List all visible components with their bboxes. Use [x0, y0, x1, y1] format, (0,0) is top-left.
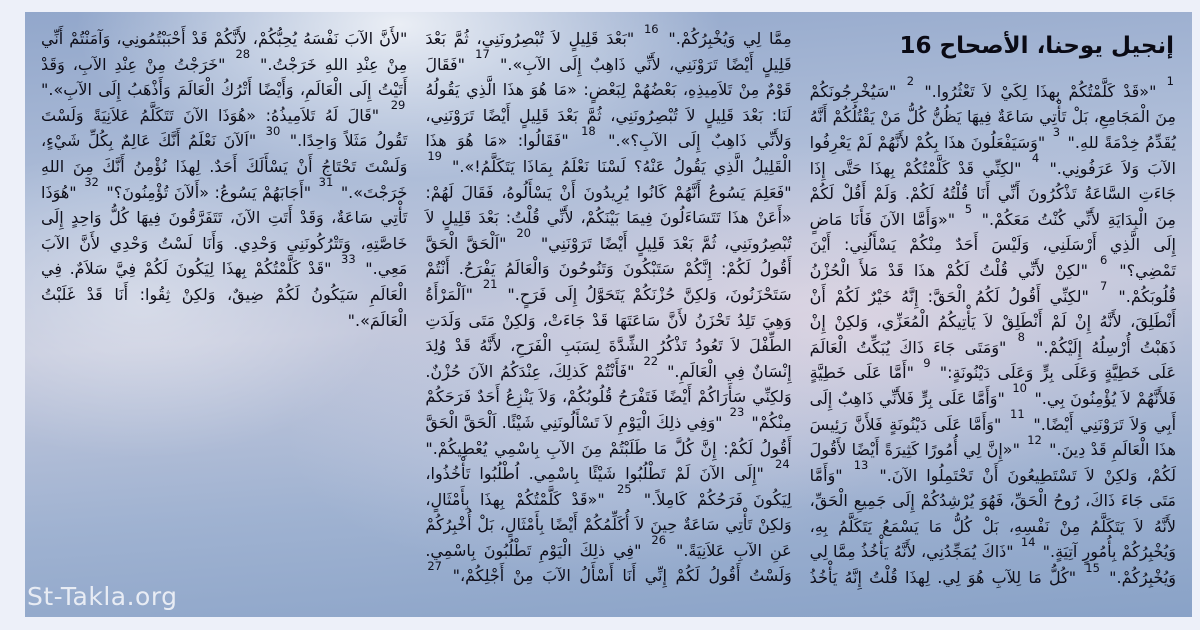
verse-number: 8: [1017, 330, 1025, 345]
verse-number: 7: [1099, 279, 1108, 294]
verse-text: "قَدْ كَلَّمْتُكُمْ بِهذَا لِيَكُونَ لَكُمْ فِيَّ سَلاَمٌ. فِي الْعَالَمِ سَيَكُونُ لَكُمْ ضِيقٌ، وَلكِنْ ثِقُوا: أَنَا قَدْ غَلَبْتُ الْعَالَمَ».": [41, 259, 408, 330]
verse-number: 20: [516, 226, 531, 241]
verse-number: 16: [643, 21, 659, 36]
verse-text: "أَمَّا عَلَى خَطِيَّةٍ فَلأَنَّهُمْ لاَ يُؤْمِنُونَ بِي.": [809, 363, 1177, 408]
verse-number: 26: [651, 533, 667, 548]
verse-flow: [25, 12, 1192, 617]
verse-number: 27: [427, 558, 442, 573]
verse-number: 25: [616, 482, 632, 497]
verse-number: 32: [84, 175, 99, 190]
verse-text: "لأَنَّ الآبَ نَفْسَهُ يُحِبُّكُمْ، لأَنَّكُمْ قَدْ أَحْبَبْتُمُونِي، وَآمَنْتُمْ أَنِّي مِنْ عِنْدِ اللهِ خَرَجْتُ.": [41, 29, 408, 74]
verse-number: 12: [1027, 432, 1042, 447]
verse-number: 18: [581, 123, 596, 138]
verse-text: "وَفِي ذلِكَ الْيَوْمِ لاَ تَسْأَلُونَنِي شَيْئًا. اَلْحَقَّ الْحَقَّ أَقُولُ لَكُمْ: إِنَّ كُلَّ مَا طَلَبْتُمْ مِنَ الآبِ بِاسْمِي يُعْطِيكُمْ.": [425, 412, 792, 458]
verse-number: 17: [475, 47, 490, 62]
verse-text: "اَلآنَ نَعْلَمُ أَنَّكَ عَالِمٌ بِكُلِّ شَيْءٍ، وَلَسْتَ تَحْتَاجُ أَنْ يَسْأَلَكَ أَحَدٌ. لِهذَا نُؤْمِنُ أَنَّكَ مِنَ اللهِ خَرَجْتَ».": [41, 131, 408, 202]
verse-text: "خَرَجْتُ مِنْ عِنْدِ الآبِ، وَقَدْ أَتَيْتُ إِلَى الْعَالَمِ، وَأَيْضًا أَتْرُكُ الْعَالَمَ وَأَذْهَبُ إِلَى الآبِ».": [41, 54, 408, 100]
verse-text: "اَلْمَرْأَةُ وَهِيَ تَلِدُ تَحْزَنُ لأَنَّ سَاعَتَهَا قَدْ جَاءَتْ، وَلكِنْ مَتَى وَلَدَتِ الطِّفْلَ لاَ تَعُودُ تَذْكُرُ الشِّدَّةَ لِسَبَبِ الْفَرَحِ، لأَنَّهُ قَدْ وُلِدَ إِنْسَانٌ فِي الْعَالَمِ.": [425, 284, 792, 381]
verse-text: "لكِنِّي أَقُولُ لَكُمُ الْحَقَّ: إِنَّهُ خَيْرٌ لَكُمْ أَنْ أَنْطَلِقَ، لأَنَّهُ إِنْ لَمْ أَنْطَلِقْ لاَ يَأْتِيكُمُ الْمُعَزِّي، وَلكِنْ إِنْ ذَهَبْتُ أُرْسِلُهُ إِلَيْكُمْ.": [809, 286, 1176, 357]
watermark: St-Takla.org: [27, 582, 178, 611]
verse-text: "قَالَ لَهُ تَلاَمِيذُهُ: «هُوَذَا الآنَ تَتَكَلَّمُ عَلاَنِيَةً وَلَسْتَ تَقُولُ مَثَلاً وَاحِدًا.": [41, 105, 408, 151]
verse-number: 10: [1012, 381, 1027, 396]
verse-text: "فَقَالُوا: «مَا هُوَ هذَا الْقَلِيلُ الَّذِي يَقُولُ عَنْهُ؟ لَسْنَا نَعْلَمُ بِمَاذَا يَتَكَلَّمُ!».": [425, 131, 792, 176]
verse-number: 21: [482, 277, 498, 292]
verse-number: 29: [390, 98, 406, 113]
verse-number: 3: [1052, 125, 1061, 140]
verse-text: "فَعَلِمَ يَسُوعُ أَنَّهُمْ كَانُوا يُرِيدُونَ أَنْ يَسْأَلُوهُ، فَقَالَ لَهُمْ: «أَعَنْ هذَا تَتَسَاءَلُونَ فِيمَا بَيْنَكُمْ، لأَنِّي قُلْتُ: بَعْدَ قَلِيلٍ لاَ تُبْصِرُونَنِي، ثُمَّ بَعْدَ قَلِيلٍ أَيْضًا تَرَوْنَنِي": [425, 182, 792, 253]
verse-text: "وَسَيَفْعَلُونَ هذَا بِكُمْ لأَنَّهُمْ لَمْ يَعْرِفُوا الآبَ وَلاَ عَرَفُونِي.": [809, 132, 1176, 178]
verse-text: "لكِنِّي قَدْ كَلَّمْتُكُمْ بِهذَا حَتَّى إِذَا جَاءَتِ السَّاعَةُ تَذْكُرُونَ أَنِّي أَنَا قُلْتُهُ لَكُمْ. وَلَمْ أَقُلْ لَكُمْ مِنَ الْبِدَايَةِ لأَنِّي كُنْتُ مَعَكُمْ.": [809, 158, 1176, 229]
verse-number: 9: [923, 355, 931, 370]
verse-text: "كُلُّ مَا لِلآبِ هُوَ لِي. لِهذَا قُلْتُ إِنَّهُ يَأْخُذُ مِمَّا لِي وَيُخْبِرُكُمْ.": [668, 29, 1077, 588]
verse-number: 28: [235, 47, 251, 62]
verse-number: 5: [964, 202, 973, 217]
verse-text: "بَعْدَ قَلِيلٍ لاَ تُبْصِرُونَنِي، ثُمَّ بَعْدَ قَلِيلٍ أَيْضًا تَرَوْنَنِي، لأَنِّي ذَاهِبٌ إِلَى الآبِ».": [425, 29, 792, 74]
scripture-panel: [25, 12, 1192, 617]
verse-text: "«قَدْ كَلَّمْتُكُمْ بِهذَا بِأَمْثَالٍ، وَلكِنْ تَأْتِي سَاعَةٌ حِينَ لاَ أُكَلِّمُكُمْ أَيْضًا بِأَمْثَالٍ، بَلْ أُخْبِرُكُمْ عَنِ الآبِ عَلاَنِيَةً.": [425, 489, 792, 560]
verse-number: 24: [775, 456, 790, 471]
verse-number: 30: [265, 123, 281, 138]
verse-text: "أَجَابَهُمْ يَسُوعُ: «أَلآنَ تُؤْمِنُونَ؟": [106, 182, 312, 202]
verse-number: 33: [341, 251, 356, 266]
verse-text: "إِلَى الآنَ لَمْ تَطْلُبُوا شَيْئًا بِاسْمِي. اُطْلُبُوا تَأْخُذُوا، لِيَكُونَ فَرَحُكُمْ كَامِلاً.": [425, 464, 792, 509]
verse-number: 6: [1099, 253, 1108, 268]
verse-text: "وَأَمَّا عَلَى بِرٍّ فَلأَنِّي ذَاهِبٌ إِلَى أَبِي وَلاَ تَرَوْنَنِي أَيْضًا.": [809, 388, 1177, 434]
verse-number: 4: [1031, 151, 1040, 166]
verse-text: "سَيُخْرِجُونَكُمْ مِنَ الْمَجَامِعِ، بَلْ تَأْتِي سَاعَةٌ فِيهَا يَظُنُّ كُلُّ مَنْ يَقْتُلُكُمْ أَنَّهُ يُقَدِّمُ خِدْمَةً للهِ.": [809, 81, 1176, 152]
chapter-title: إنجيل يوحنا، الأصحاح 16: [899, 33, 1174, 59]
verse-text: "«إِنَّ لِي أُمُورًا كَثِيرَةً أَيْضًا لأَقُولَ لَكُمْ، وَلكِنْ لاَ تَسْتَطِيعُونَ أَنْ تَحْتَمِلُوا الآنَ.": [809, 440, 1176, 485]
verse-number: 31: [318, 175, 334, 190]
verse-number: 2: [906, 74, 915, 89]
verse-text: "اَلْحَقَّ الْحَقَّ أَقُولُ لَكُمْ: إِنَّكُمْ سَتَبْكُونَ وَتَنُوحُونَ وَالْعَالَمُ يَفْرَحُ. أَنْتُمْ سَتَحْزَنُونَ، وَلكِنَّ حُزْنَكُمْ يَتَحَوَّلُ إِلَى فَرَحٍ.": [425, 233, 792, 304]
verse-text: "وَمَتَى جَاءَ ذَاكَ يُبَكِّتُ الْعَالَمَ عَلَى خَطِيَّةٍ وَعَلَى بِرٍّ وَعَلَى دَيْنُونَةٍ:": [809, 337, 1177, 383]
verse-text: "«قَدْ كَلَّمْتُكُمْ بِهذَا لِكَيْ لاَ تَعْثُرُوا.": [924, 81, 1157, 101]
verse-number: 14: [1020, 534, 1036, 549]
verse-text: "وَأَمَّا مَتَى جَاءَ ذَاكَ، رُوحُ الْحَقِّ، فَهُوَ يُرْشِدُكُمْ إِلَى جَمِيعِ الْحَقِّ، لأَنَّهُ لاَ يَتَكَلَّمُ مِنْ نَفْسِهِ، بَلْ كُلُّ مَا يَسْمَعُ يَتَكَلَّمُ بِهِ، وَيُخْبِرُكُمْ بِأُمُورٍ آتِيَةٍ.": [809, 465, 1177, 562]
verse-number: 19: [427, 149, 442, 164]
verse-text: "ذَاكَ يُمَجِّدُنِي، لأَنَّهُ يَأْخُذُ مِمَّا لِي وَيُخْبِرُكُمْ.": [809, 542, 1176, 588]
verse-number: 13: [853, 458, 869, 473]
verse-text: "وَأَمَّا عَلَى دَيْنُونَةٍ فَلأَنَّ رَئِيسَ هذَا الْعَالَمِ قَدْ دِينَ.": [809, 414, 1176, 460]
verse-number: 22: [643, 354, 659, 369]
verse-number: 23: [729, 405, 745, 420]
verse-text: "«وَأَمَّا الآنَ فَأَنَا مَاضٍ إِلَى الَّذِي أَرْسَلَنِي، وَلَيْسَ أَحَدٌ مِنْكُمْ يَسْأَلُنِي: أَيْنَ تَمْضِي؟": [809, 209, 1176, 280]
verse-number: 1: [1166, 74, 1174, 89]
verse-text: "لكِنْ لأَنِّي قُلْتُ لَكُمْ هذَا قَدْ مَلأَ الْحُزْنُ قُلُوبَكُمْ.": [809, 260, 1177, 306]
verse-text: "فِي ذلِكَ الْيَوْمِ تَطْلُبُونَ بِاسْمِي. وَلَسْتُ أَقُولُ لَكُمْ إِنِّي أَنَا أَسْأَلُ الآبَ مِنْ أَجْلِكُمْ،": [425, 540, 792, 586]
verse-text: "هُوَذَا تَأْتِي سَاعَةٌ، وَقَدْ أَتَتِ الآنَ، تَتَفَرَّقُونَ فِيهَا كُلُّ وَاحِدٍ إِلَى خَاصَّتِهِ، وَتَتْرُكُونَنِي وَحْدِي. وَأَنَا لَسْتُ وَحْدِي لأَنَّ الآبَ مَعِي.": [41, 182, 408, 279]
verse-text: "فَأَنْتُمْ كَذلِكَ، عِنْدَكُمُ الآنَ حُزْنٌ. وَلكِنِّي سَأَرَاكُمْ أَيْضًا فَتَفْرَحُ قُلُوبُكُمْ، وَلاَ يَنْزِعُ أَحَدٌ فَرَحَكُمْ مِنْكُمْ": [425, 361, 792, 432]
verse-text: "فَقَالَ قَوْمٌ مِنْ تَلاَمِيذِهِ، بَعْضُهُمْ لِبَعْضٍ: «مَا هُوَ هذَا الَّذِي يَقُولُهُ لَنَا: بَعْدَ قَلِيلٍ لاَ تُبْصِرُونَنِي، ثُمَّ بَعْدَ قَلِيلٍ أَيْضًا تَرَوْنَنِي، وَلأَنِّي ذَاهِبٌ إِلَى الآبِ؟».": [425, 54, 792, 151]
verse-number: 11: [1010, 407, 1025, 422]
verse-number: 15: [1085, 560, 1100, 575]
